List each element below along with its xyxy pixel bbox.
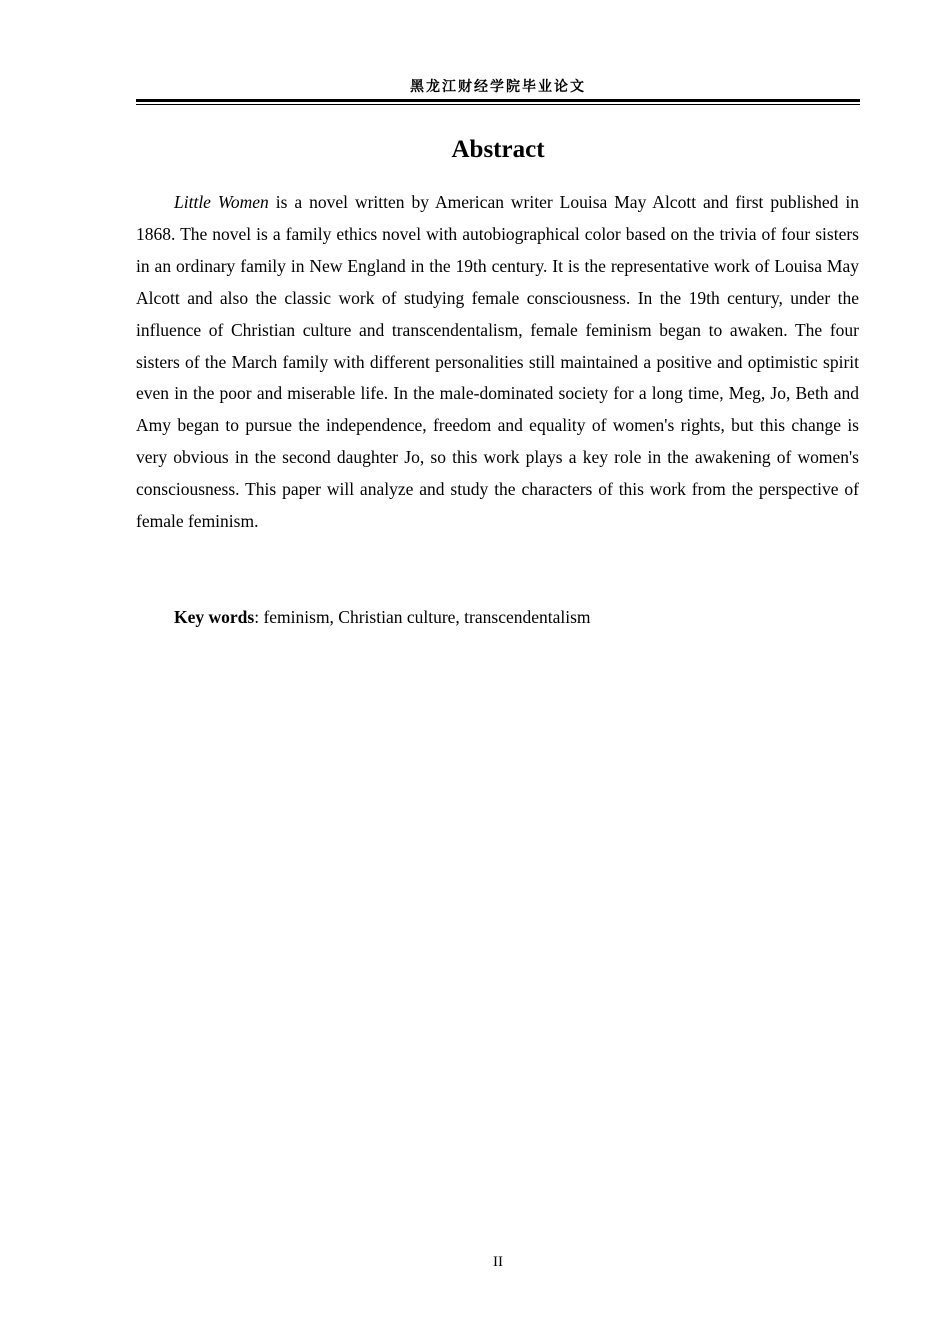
book-title: Little Women [174,192,269,212]
abstract-heading: Abstract [451,136,545,163]
running-header: 黑龙江财经学院毕业论文 [410,79,586,95]
abstract-paragraph [136,187,859,538]
keywords-separator: : [254,607,264,627]
header-rule-thin [136,104,860,105]
keywords-value: feminism, Christian culture, transcendentalism [263,607,591,627]
page-number: II [493,1254,503,1270]
header-rule-thick [136,99,860,102]
abstract-text: is a novel written by American writer Louisa May Alcott and first published in 1868. The novel is a family ethics novel with autobiographical color based on the trivia of four sisters in an ordinary family in New England in the 19th century. It is the representative work of Louisa May Alcott and also the classic work of studying female consciousness. In the 19th century, under the influence of Christian culture and transcendentalism, female feminism began to awaken. The four sisters of the March family with different personalities still maintained a positive and optimistic spirit even in the poor and miserable life. In the male-dominated society for a long time, Meg, Jo, Beth and Amy began to pursue the independence, freedom and equality of women's rights, but this change is very obvious in the second daughter Jo, so this work plays a key role in the awakening of women's consciousness. This paper will analyze and study the characters of this work from the perspective of female feminism. [136,192,860,532]
keywords-line [174,602,860,633]
keywords-label: Key words [174,607,255,627]
